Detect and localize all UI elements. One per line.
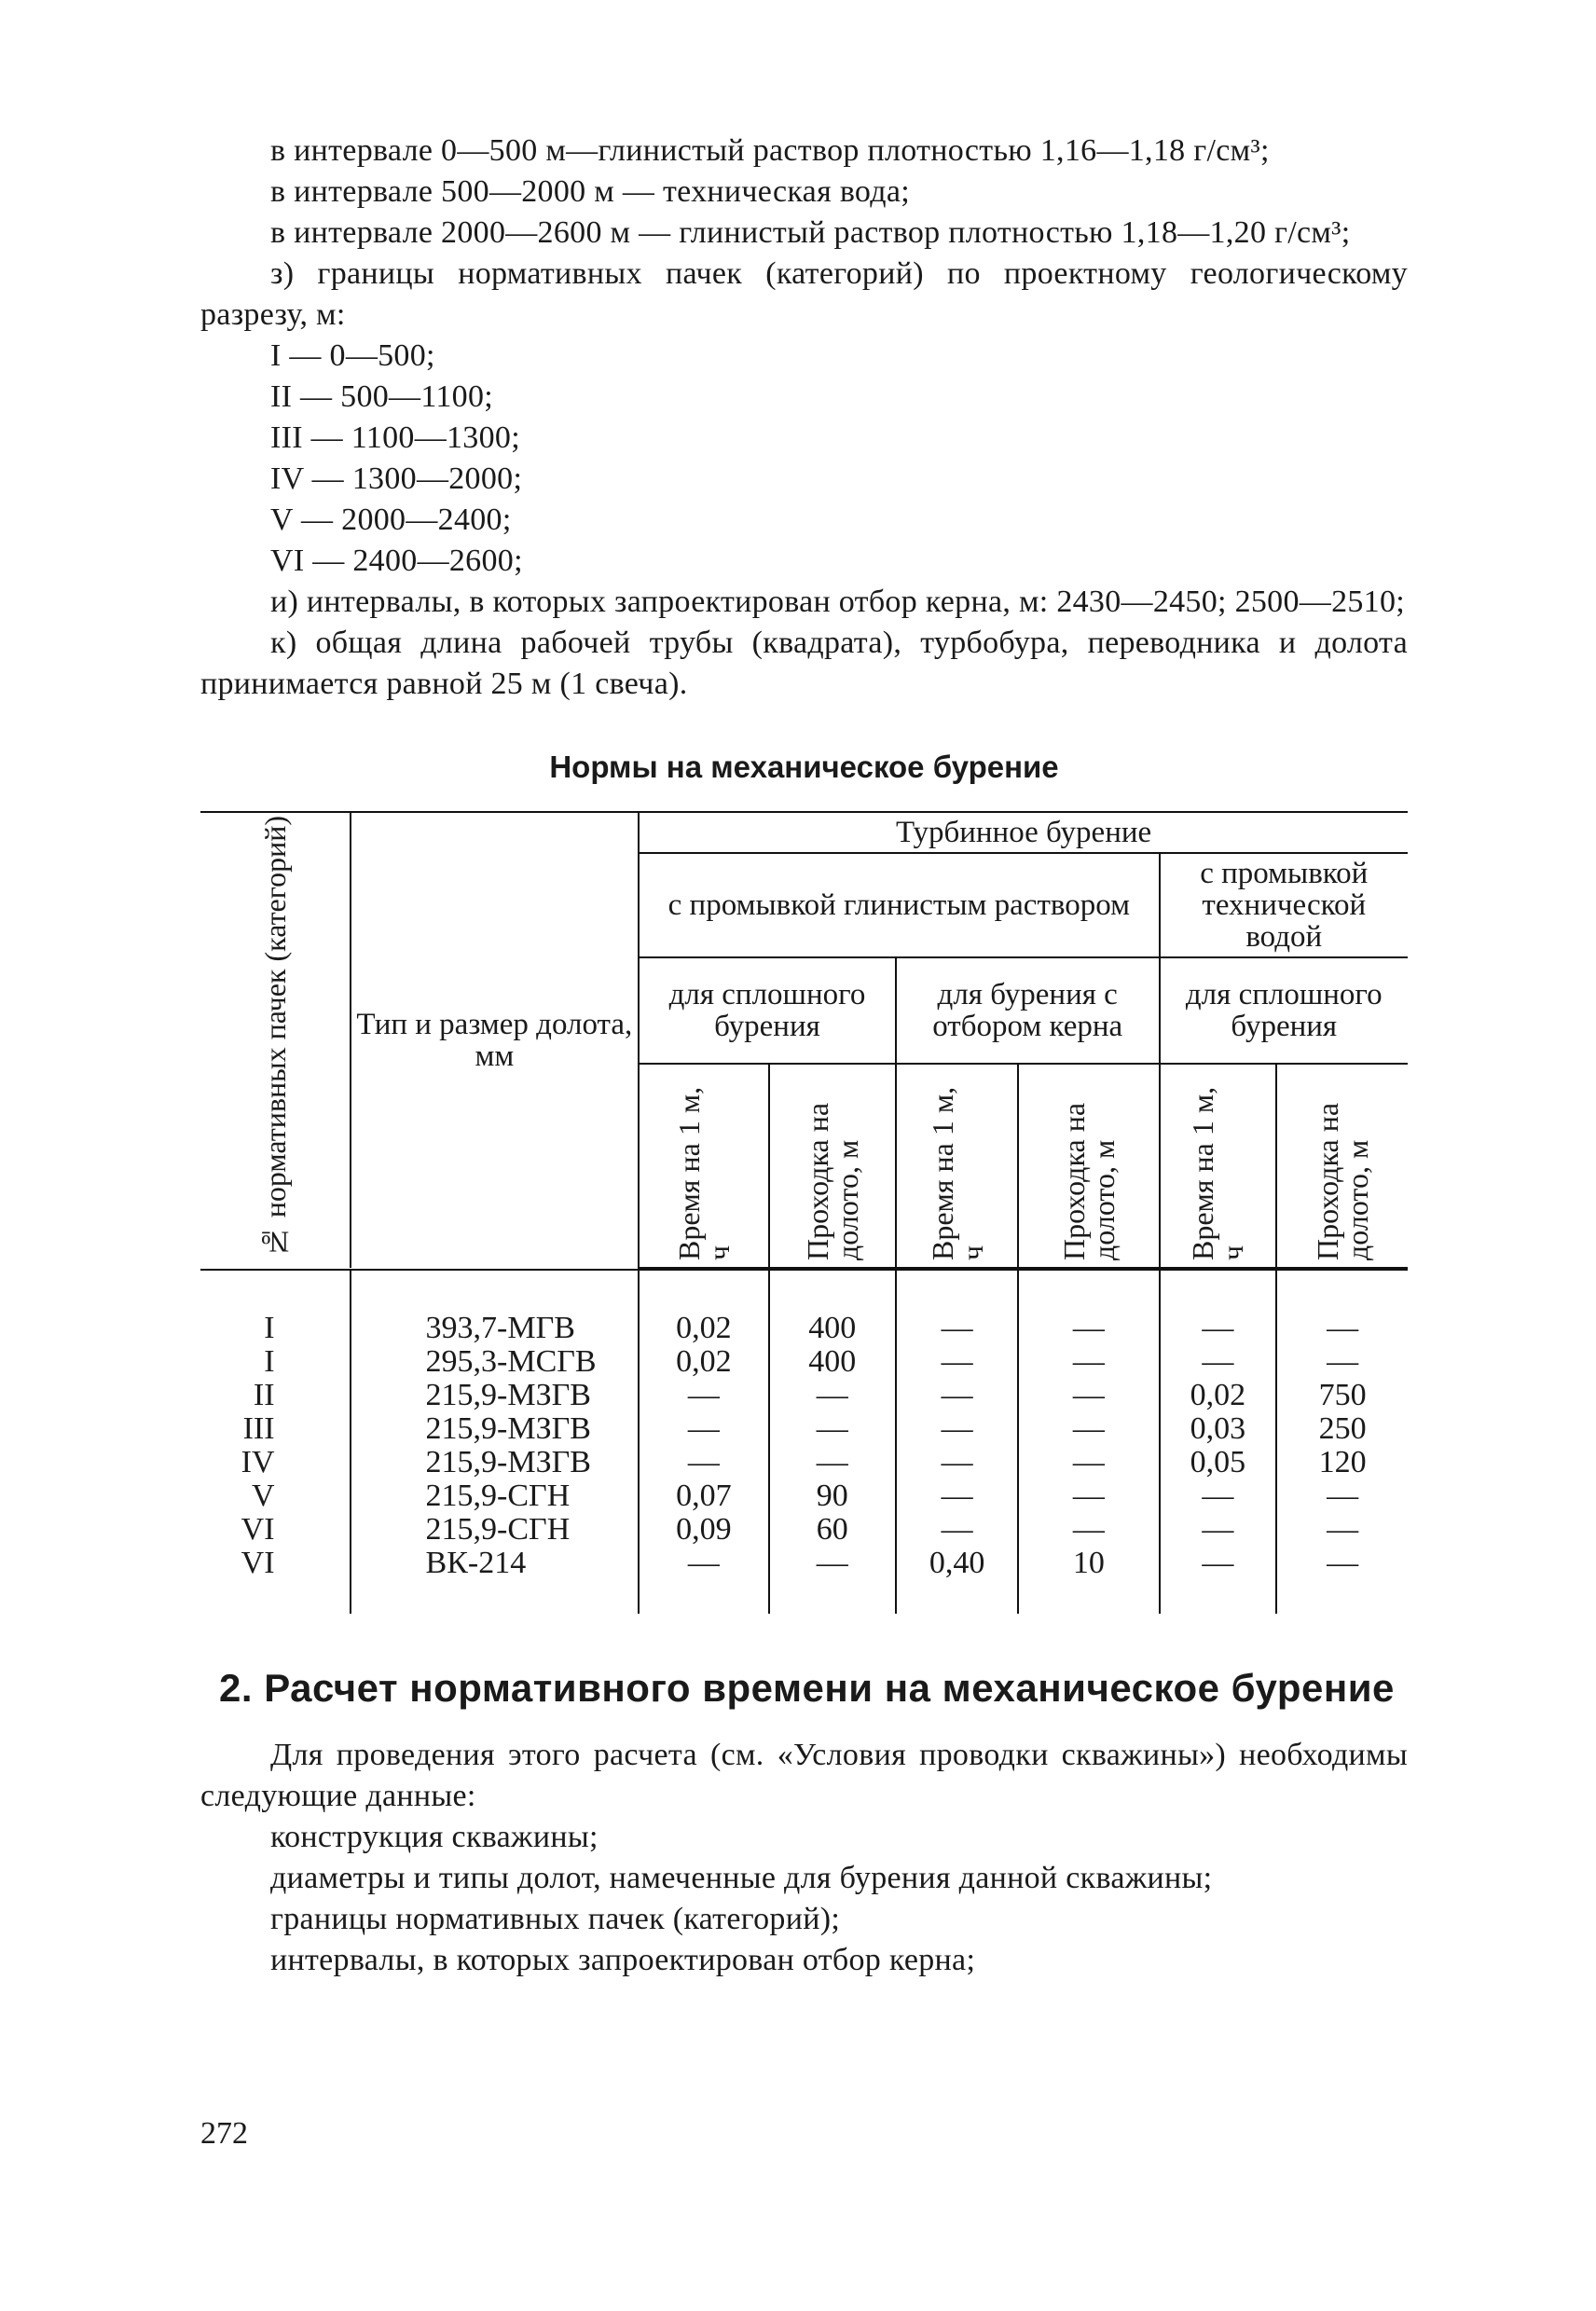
paragraph: границы нормативных пачек (категорий); — [270, 1902, 841, 1936]
table-cell: 90 — [816, 1479, 848, 1513]
table-cell: — — [1202, 1479, 1234, 1513]
table-cell: 750 — [1318, 1378, 1367, 1412]
intro-text — [200, 131, 1408, 705]
table-cell: — — [816, 1445, 848, 1479]
table-cell: — — [1327, 1512, 1359, 1547]
table-cell: V — [251, 1479, 275, 1513]
table-cell: — — [1202, 1512, 1234, 1547]
table-cell: 215,9-МЗГВ — [425, 1411, 591, 1446]
table-cell: — — [941, 1344, 973, 1379]
table-cell: — — [941, 1479, 973, 1513]
header-footage-per-bit: Проходка на долото, м — [1276, 1064, 1408, 1268]
table-cell: — — [1072, 1344, 1105, 1379]
header-pack-number: № нормативных пачек (категорий) — [200, 812, 351, 1268]
table-cell: VI — [241, 1512, 275, 1547]
table-cell: 60 — [816, 1512, 848, 1547]
header-footage-per-bit: Проходка на долото, м — [1018, 1064, 1159, 1268]
table-cell: 400 — [808, 1344, 857, 1379]
table-cell: IV — [241, 1445, 275, 1479]
section-text — [200, 1735, 1408, 1981]
clay-solid-footage-column — [769, 1270, 896, 1614]
bit-type-column — [351, 1270, 640, 1614]
table-cell: I — [264, 1344, 275, 1379]
header-time-per-meter: Время на 1 м, ч — [896, 1064, 1018, 1268]
paragraph: Для проведения этого расчета (см. «Условия проводки скважины») необходимы следующие данные: — [200, 1738, 1408, 1813]
table-cell: — — [1327, 1546, 1359, 1580]
table-cell: — — [941, 1445, 973, 1479]
table-cell: — — [1202, 1546, 1234, 1580]
header-turbine-drilling: Турбинное бурение — [639, 812, 1408, 853]
paragraph: VI — 2400—2600; — [270, 543, 523, 578]
paragraph: в интервале 0—500 м—глинистый раствор плотностью 1,16—1,18 г/см³; — [270, 133, 1270, 168]
table-cell: — — [816, 1546, 848, 1580]
paragraph: з) границы нормативных пачек (категорий) по проектному геологическому разрезу, м: — [200, 256, 1408, 332]
paragraph: конструкция скважины; — [270, 1820, 598, 1854]
table-cell: — — [1072, 1512, 1105, 1547]
paragraph: II — 500—1100; — [270, 379, 494, 414]
table-cell: III — [242, 1411, 275, 1446]
table-cell: — — [941, 1311, 973, 1345]
table-cell: — — [1327, 1311, 1359, 1345]
table-cell: 393,7-МГВ — [425, 1311, 575, 1345]
norms-table — [200, 811, 1408, 1614]
water-solid-footage-column — [1276, 1270, 1408, 1614]
table-cell: — — [816, 1411, 848, 1446]
table-cell: ВК-214 — [425, 1546, 527, 1580]
table-cell: 215,9-МЗГВ — [425, 1378, 591, 1412]
table-cell: — — [687, 1411, 720, 1446]
paragraph: в интервале 2000—2600 м — глинистый раствор плотностью 1,18—1,20 г/см³; — [270, 215, 1351, 250]
paragraph: в интервале 500—2000 м — техническая вода; — [270, 174, 910, 209]
clay-solid-time-column — [639, 1270, 769, 1614]
table-cell: — — [1202, 1344, 1234, 1379]
page-number: 272 — [200, 2116, 248, 2151]
table-cell: — — [941, 1512, 973, 1547]
paragraph: IV — 1300—2000; — [270, 461, 523, 496]
header-footage-per-bit: Проходка на долото, м — [769, 1064, 896, 1268]
table-cell: 0,07 — [676, 1479, 732, 1513]
table-cell: — — [816, 1378, 848, 1412]
table-cell: — — [941, 1378, 973, 1412]
table-cell: — — [1327, 1344, 1359, 1379]
table-cell: VI — [241, 1546, 275, 1580]
table-cell: — — [1072, 1479, 1105, 1513]
table-cell: 120 — [1318, 1445, 1367, 1479]
table-cell: — — [687, 1546, 720, 1580]
table-cell: — — [1072, 1411, 1105, 1446]
table-cell: — — [1202, 1311, 1234, 1345]
table-cell: — — [687, 1378, 720, 1412]
paragraph: V — 2000—2400; — [270, 502, 512, 537]
paragraph: I — 0—500; — [270, 338, 435, 373]
table-cell: 295,3-МСГВ — [425, 1344, 597, 1379]
paragraph: интервалы, в которых запроектирован отбор керна; — [270, 1943, 976, 1977]
table-cell: 250 — [1318, 1411, 1367, 1446]
table-cell: 0,02 — [1190, 1378, 1246, 1412]
pack-number-column — [200, 1270, 351, 1614]
page-content — [200, 131, 1408, 1981]
header-water-flush: с промывкой технической водой — [1160, 853, 1408, 957]
table-cell: 0,03 — [1190, 1411, 1246, 1446]
header-bit-type: Тип и размер долота, мм — [351, 812, 640, 1268]
table-cell: 10 — [1072, 1546, 1105, 1580]
water-solid-time-column — [1160, 1270, 1277, 1614]
header-solid-drilling-clay: для сплошного бурения — [639, 957, 896, 1064]
table-cell: — — [941, 1411, 973, 1446]
table-cell: II — [253, 1378, 275, 1412]
table-cell: 0,09 — [676, 1512, 732, 1547]
table-cell: — — [687, 1445, 720, 1479]
header-solid-drilling-water: для сплошного бурения — [1160, 957, 1408, 1064]
paragraph: и) интервалы, в которых запроектирован отбор керна, м: 2430—2450; 2500—2510; — [270, 585, 1406, 619]
table-cell: — — [1327, 1479, 1359, 1513]
coring-footage-column — [1018, 1270, 1159, 1614]
paragraph: диаметры и типы долот, намеченные для бурения данной скважины; — [270, 1861, 1213, 1895]
table-cell: 0,05 — [1190, 1445, 1246, 1479]
table-cell: 215,9-СГН — [425, 1512, 571, 1547]
paragraph: III — 1100—1300; — [270, 420, 520, 455]
table-cell: 0,40 — [929, 1546, 985, 1580]
table-cell: 215,9-СГН — [425, 1479, 571, 1513]
header-clay-flush: с промывкой глинистым раствором — [639, 853, 1159, 957]
coring-time-column — [896, 1270, 1018, 1614]
table-cell: — — [1072, 1445, 1105, 1479]
table-cell: 0,02 — [676, 1344, 732, 1379]
table-cell: 0,02 — [676, 1311, 732, 1345]
header-time-per-meter: Время на 1 м, ч — [639, 1064, 769, 1268]
table-cell: — — [1072, 1378, 1105, 1412]
section-heading: 2. Расчет нормативного времени на механическое бурение — [219, 1666, 1395, 1710]
table-cell: 215,9-МЗГВ — [425, 1445, 591, 1479]
table-body — [200, 1270, 1408, 1614]
table-cell: — — [1072, 1311, 1105, 1345]
header-time-per-meter: Время на 1 м, ч — [1160, 1064, 1277, 1268]
table-cell: 400 — [808, 1311, 857, 1345]
header-coring-drilling: для бурения с отбором керна — [896, 957, 1160, 1064]
table-cell: I — [264, 1311, 275, 1345]
table-caption: Нормы на механическое бурение — [549, 750, 1059, 784]
paragraph: к) общая длина рабочей трубы (квадрата), турбобура, переводника и долота принимается равной 25 м (1 свеча). — [200, 626, 1408, 701]
